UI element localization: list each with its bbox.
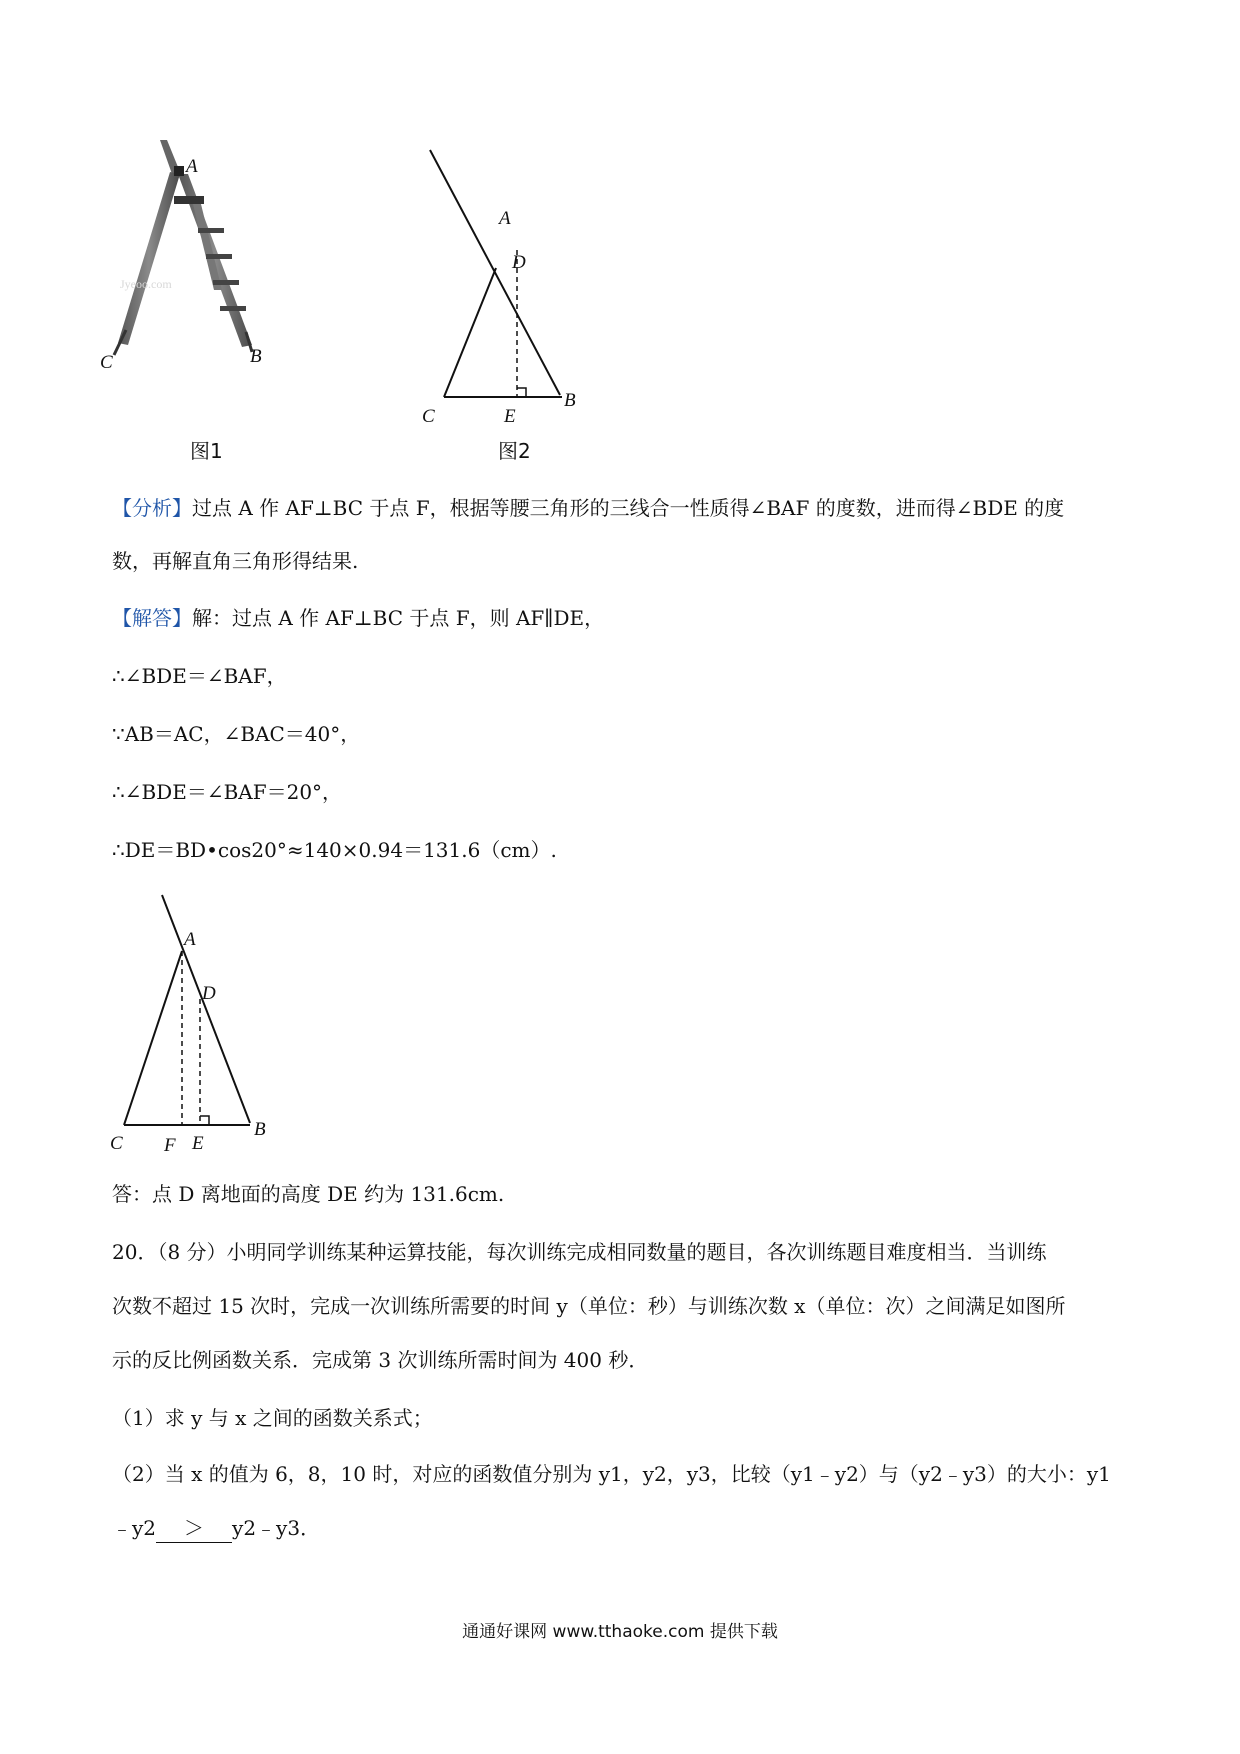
solution-line-1 — [112, 604, 604, 632]
ladder-hinge — [174, 166, 184, 176]
fig2-label-b: B — [564, 390, 576, 411]
solution-tag: 【解答】 — [112, 606, 192, 630]
fig3-line-ab-extended — [162, 895, 250, 1123]
fig2-label-d: D — [512, 252, 526, 273]
solution-step-3: ∴∠BDE＝∠BAF＝20°， — [112, 780, 343, 804]
fig3-label-d: D — [202, 983, 216, 1004]
fig3-label-c: C — [110, 1133, 123, 1154]
fig1-label-b: B — [250, 346, 262, 367]
figure-1-ladder — [100, 140, 320, 420]
problem20-line-1: 20．（8 分）小明同学训练某种运算技能，每次训练完成相同数量的题目，各次训练题目难度相当．当训练 — [112, 1240, 1047, 1264]
fig3-side-ac — [124, 951, 182, 1125]
problem20-question-2-line-2 — [112, 1514, 320, 1543]
fig1-watermark: Jyeoo.com — [120, 277, 172, 291]
analysis-text-1: 过点 A 作 AF⊥BC 于点 F，根据等腰三角形的三线合一性质得∠BAF 的度数，进而得∠BDE 的度 — [192, 496, 1065, 520]
problem20-line-2: 次数不超过 15 次时，完成一次训练所需要的时间 y（单位：秒）与训练次数 x（单位：次）之间满足如图所 — [112, 1294, 1066, 1318]
solution-step-4: ∴DE＝BD•cos20°≈140×0.94＝131.6（cm）. — [112, 838, 557, 862]
problem20-line-3: 示的反比例函数关系．完成第 3 次训练所需时间为 400 秒． — [112, 1348, 649, 1372]
problem20-question-2-line-1: （2）当 x 的值为 6，8，10 时，对应的函数值分别为 y1，y2，y3，比较（y1﹣y2）与（y2﹣y3）的大小：y1 — [112, 1462, 1111, 1486]
fig2-caption: 图2 — [498, 439, 531, 463]
fig3-label-f: F — [164, 1135, 176, 1156]
figure-3-diagram — [100, 895, 280, 1155]
solution-text-1: 解：过点 A 作 AF⊥BC 于点 F，则 AF∥DE， — [192, 606, 605, 630]
fig2-right-angle-mark — [517, 388, 526, 397]
q2-expr-start: ﹣y2 — [112, 1516, 157, 1540]
fig2-side-ac — [444, 268, 496, 397]
analysis-tag: 【分析】 — [112, 496, 192, 520]
problem20-question-1: （1）求 y 与 x 之间的函数关系式； — [112, 1406, 433, 1430]
fig3-right-angle-mark — [200, 1116, 209, 1125]
page-footer: 通通好课网 www.tthaoke.com 提供下载 — [462, 1622, 778, 1642]
solution-step-2: ∵AB＝AC，∠BAC＝40°， — [112, 722, 361, 746]
solution-step-1: ∴∠BDE＝∠BAF， — [112, 664, 287, 688]
solution-answer: 答：点 D 离地面的高度 DE 约为 131.6cm. — [112, 1182, 505, 1206]
q2-answer-blank: ＞ — [156, 1514, 232, 1543]
ladder-left-leg — [118, 172, 180, 345]
fig1-label-a: A — [186, 156, 198, 177]
fig2-label-e: E — [504, 406, 516, 427]
fig3-label-a: A — [184, 929, 196, 950]
fig1-label-c: C — [100, 352, 113, 373]
figure-2-diagram — [400, 140, 600, 427]
fig2-label-c: C — [422, 406, 435, 427]
fig3-label-b: B — [254, 1119, 266, 1140]
analysis-line-2: 数，再解直角三角形得结果. — [112, 549, 359, 573]
ladder-right-rail-inner — [192, 200, 222, 290]
q2-expr-end: y2﹣y3． — [232, 1516, 321, 1540]
analysis-line-1 — [112, 494, 1064, 522]
fig2-label-a: A — [499, 208, 511, 229]
fig3-label-e: E — [192, 1133, 204, 1154]
fig1-caption: 图1 — [190, 439, 223, 463]
ladder-cross-bar — [174, 196, 204, 204]
